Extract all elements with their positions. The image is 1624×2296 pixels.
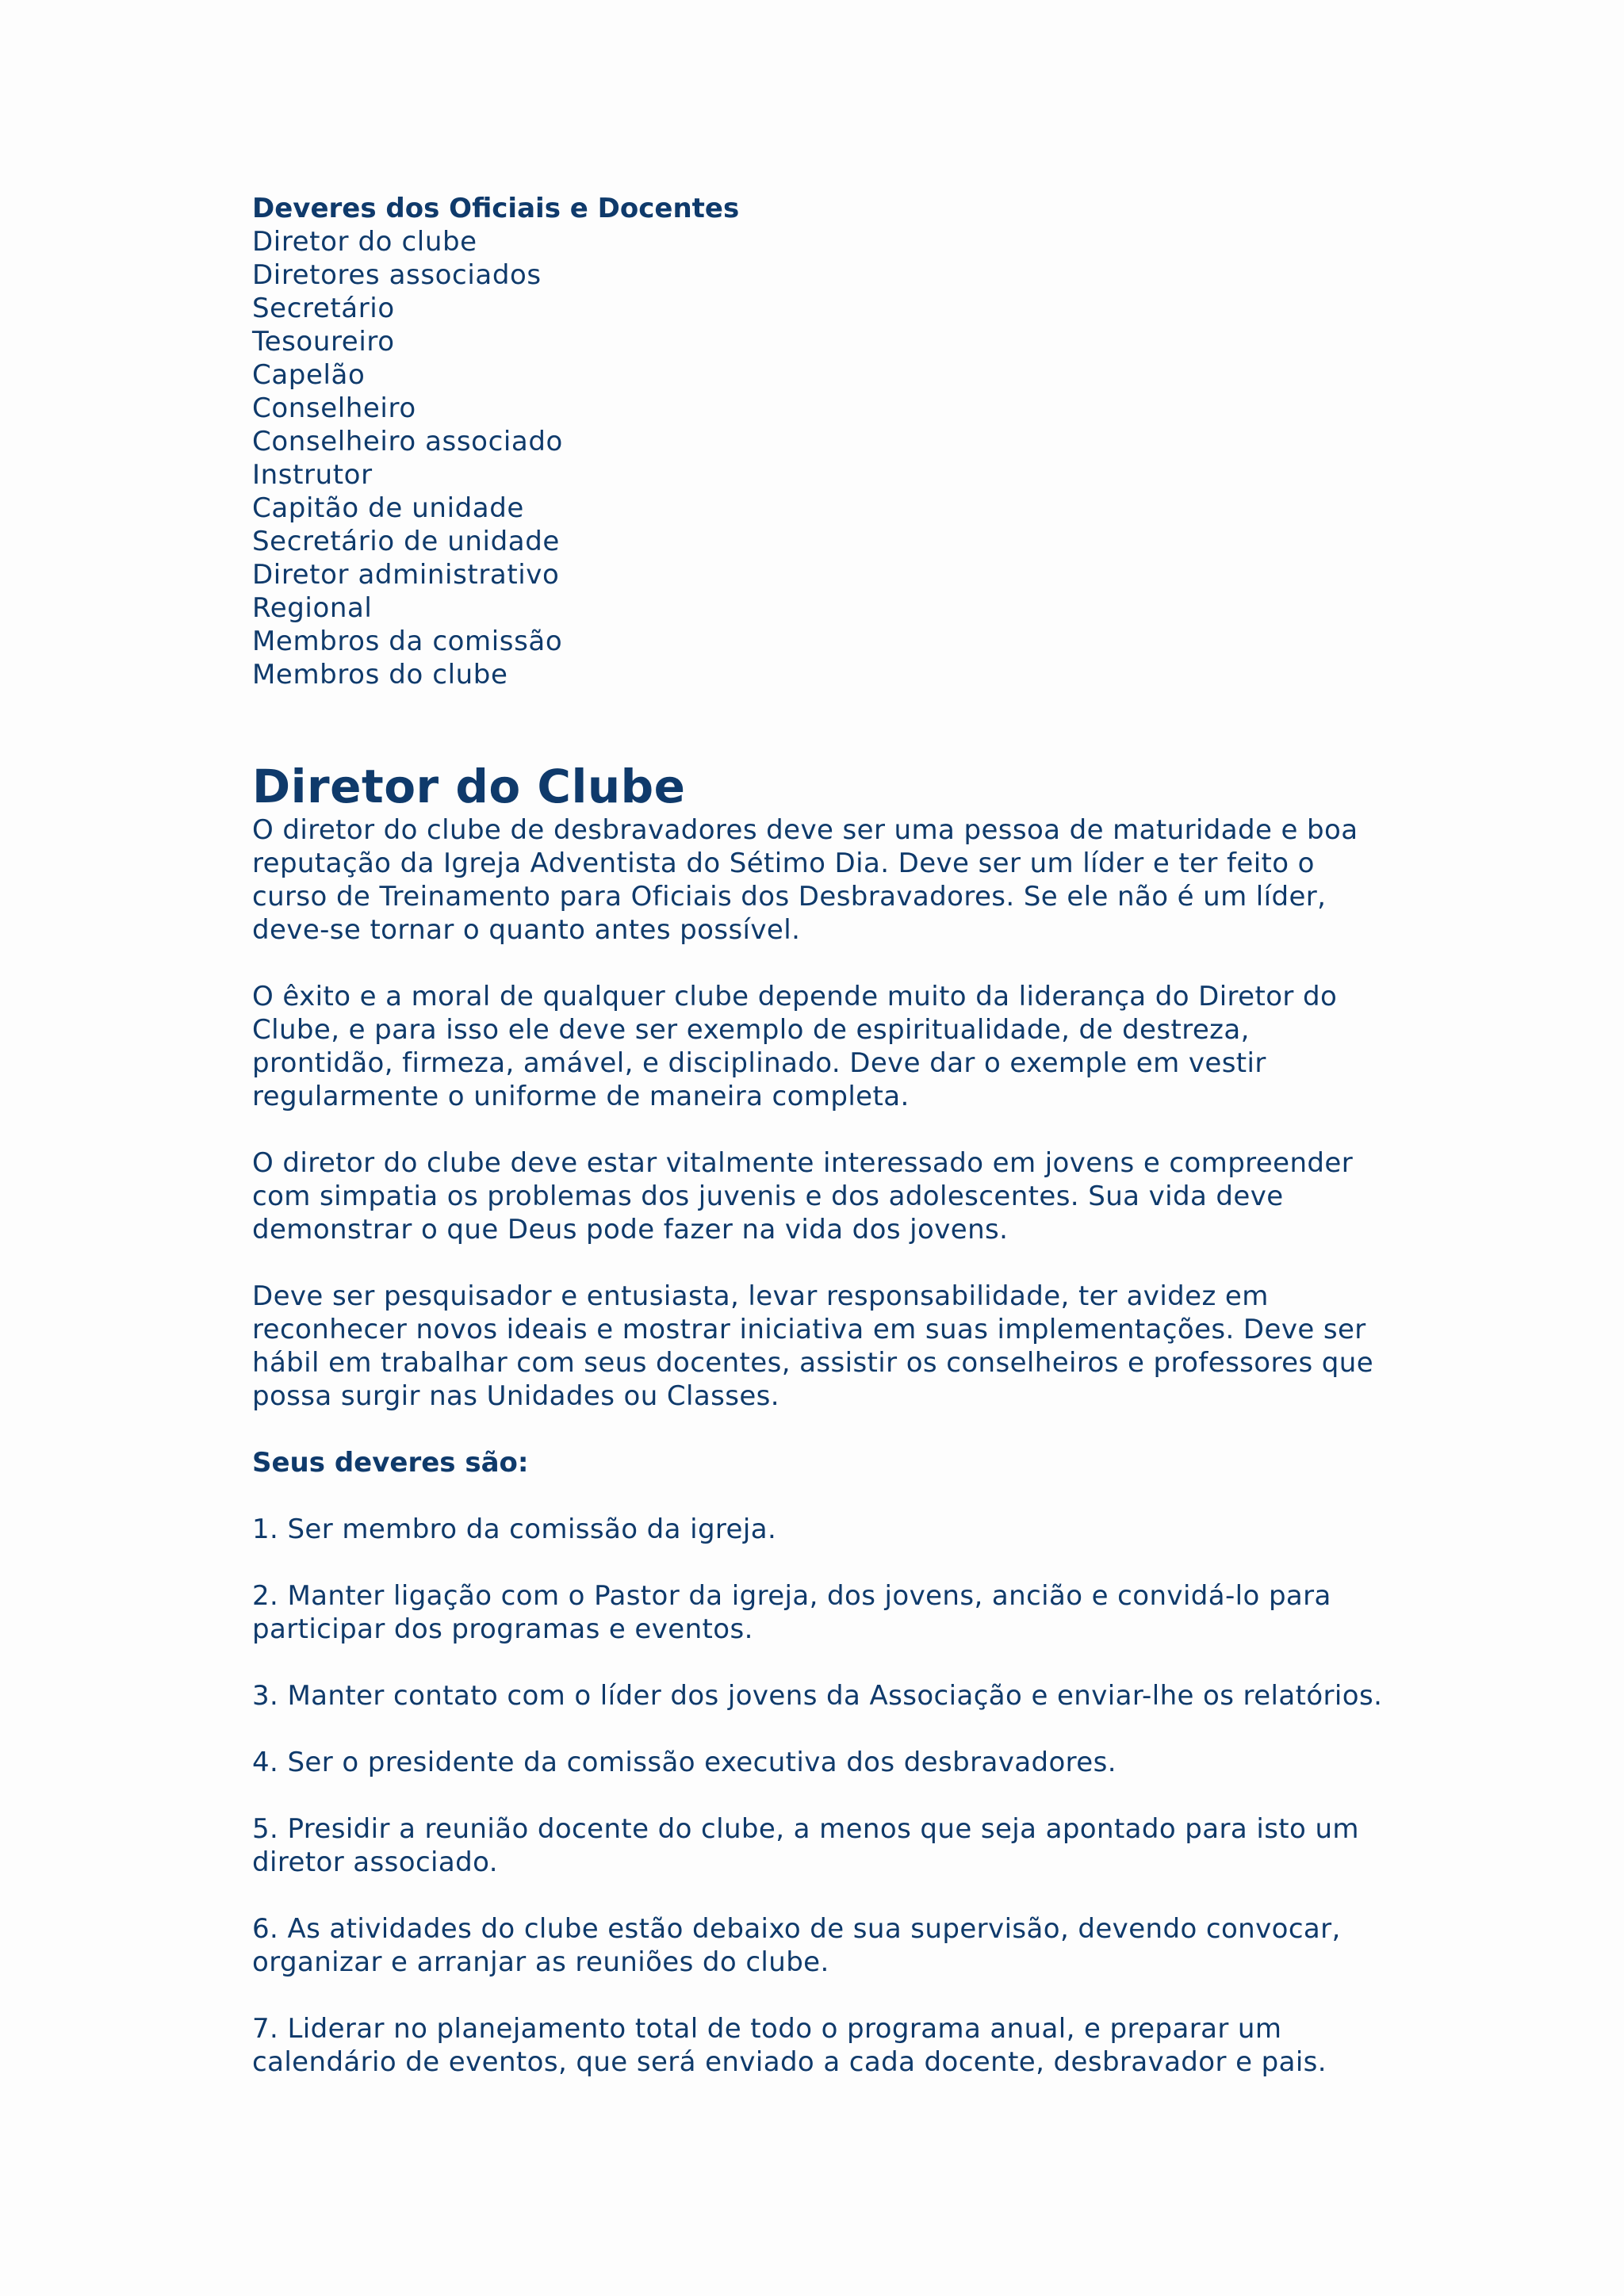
duties-heading: Seus deveres são: xyxy=(252,1447,529,1479)
list-item: Regional xyxy=(252,592,373,624)
list-item: Tesoureiro xyxy=(252,326,395,358)
list-item: 5. Presidir a reunião docente do clube, a menos que seja apontado para isto um diretor associado. xyxy=(252,1813,1359,1878)
list-item: Conselheiro xyxy=(252,392,416,424)
list-item: 2. Manter ligação com o Pastor da igreja, dos jovens, ancião e convidá-lo para participar dos programas e eventos. xyxy=(252,1580,1331,1645)
paragraph: O diretor do clube de desbravadores deve ser uma pessoa de maturidade e boa reputação da Igreja Adventista do Sétimo Dia. Deve ser um líder e ter feito o curso de Treinamento para Oficiais dos Desbravadores. Se ele não é um líder, deve-se tornar o quanto antes possível. xyxy=(252,814,1358,946)
list-item: 3. Manter contato com o líder dos jovens da Associação e enviar-lhe os relatórios. xyxy=(252,1680,1383,1712)
paragraph: O diretor do clube deve estar vitalmente interessado em jovens e compreender com simpatia os problemas dos juvenis e dos adolescentes. Sua vida deve demonstrar o que Deus pode fazer na vida dos jovens. xyxy=(252,1147,1354,1246)
list-item: 1. Ser membro da comissão da igreja. xyxy=(252,1513,777,1545)
officers-list-title: Deveres dos Oficiais e Docentes xyxy=(252,193,740,224)
list-item: 6. As atividades do clube estão debaixo de sua supervisão, devendo convocar, organizar e arranjar as reuniões do clube. xyxy=(252,1913,1341,1978)
list-item: Capelão xyxy=(252,359,366,391)
list-item: Conselheiro associado xyxy=(252,426,563,457)
list-item: Diretores associados xyxy=(252,259,542,291)
list-item: Membros da comissão xyxy=(252,626,563,657)
officers-list xyxy=(252,225,1394,691)
list-item: Capitão de unidade xyxy=(252,492,524,524)
duties-list xyxy=(252,1513,1394,2079)
list-item: Diretor administrativo xyxy=(252,559,560,591)
section-heading: Diretor do Clube xyxy=(252,760,686,813)
list-item: Membros do clube xyxy=(252,659,508,691)
paragraph: Deve ser pesquisador e entusiasta, levar responsabilidade, ter avidez em reconhecer novos ideais e mostrar iniciativa em suas implementações. Deve ser hábil em trabalhar com seus docentes, assistir os conselheiros e professores que possa surgir nas Unidades ou Classes. xyxy=(252,1280,1374,1412)
list-item: 4. Ser o presidente da comissão executiva dos desbravadores. xyxy=(252,1747,1116,1778)
paragraph: O êxito e a moral de qualquer clube depende muito da liderança do Diretor do Clube, e para isso ele deve ser exemplo de espiritualidade, de destreza, prontidão, firmeza, amável, e disciplinado. Deve dar o exemple em vestir regularmente o uniforme de maneira completa. xyxy=(252,981,1338,1112)
list-item: Diretor do clube xyxy=(252,226,477,258)
document-page xyxy=(252,192,1394,2079)
list-item: 7. Liderar no planejamento total de todo o programa anual, e preparar um calendário de eventos, que será enviado a cada docente, desbravador e pais. xyxy=(252,2013,1327,2078)
list-item: Secretário de unidade xyxy=(252,526,560,557)
list-item: Instrutor xyxy=(252,459,373,491)
list-item: Secretário xyxy=(252,293,395,324)
